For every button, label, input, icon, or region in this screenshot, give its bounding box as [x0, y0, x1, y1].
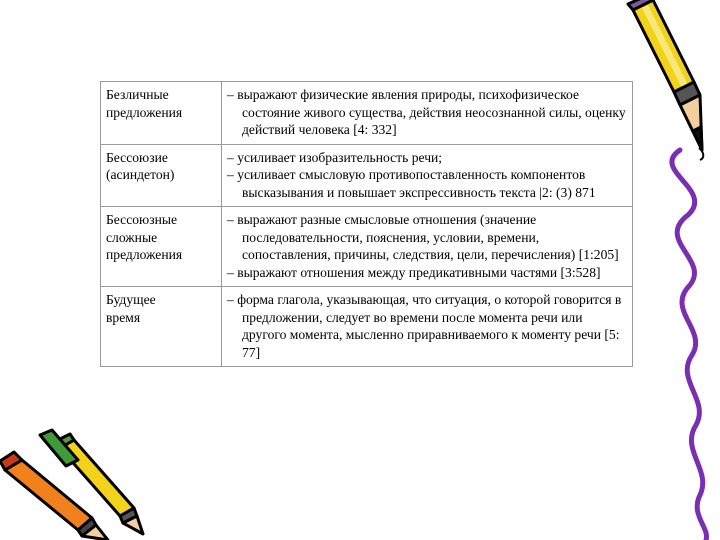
term-text: предложения	[106, 247, 183, 262]
table-row	[101, 144, 633, 207]
term-cell	[101, 82, 222, 145]
definition-cell	[222, 207, 633, 287]
definition-text: – усиливает изобразительность речи;	[227, 149, 443, 165]
term-cell	[101, 207, 222, 287]
definition-cell	[222, 144, 633, 207]
definition-cell	[222, 287, 633, 367]
term-text: время	[106, 309, 141, 325]
definition-text: – выражают разные смысловые отношения (значение последовательности, пояснения, условии, времени, сопоставления, причины, следствия, цели, перечисления) [1:205]	[227, 212, 619, 262]
term-text: предложения	[106, 104, 183, 120]
definition-text: – выражают физические явления природы, психофизическое состояние живого существа, действия неосознанной силы, оценку действий человека [4: 332]	[227, 87, 626, 137]
term-cell	[101, 287, 222, 367]
table-row	[101, 207, 633, 287]
table-row	[101, 287, 633, 367]
term-text: Бессоюзие	[106, 149, 168, 165]
definition-cell	[222, 82, 633, 145]
term-text: Бессоюзные	[106, 212, 178, 227]
definition-text: – усиливает смысловую противопоставленность компонентов высказывания и повышает экспрессивность текста |2: (3) 871	[227, 167, 596, 200]
pencils-bottom-left-icon	[0, 430, 145, 540]
term-text: Будущее	[106, 292, 156, 307]
term-cell	[101, 144, 222, 207]
definition-text: – выражают отношения между предикативными частями [3:528]	[227, 264, 601, 280]
term-text: Безличные	[106, 87, 169, 102]
term-text: (асиндетон)	[106, 167, 175, 182]
table-row	[101, 82, 633, 145]
term-text: сложные	[106, 229, 158, 245]
glossary-table	[100, 81, 633, 367]
squiggle-line-icon	[640, 150, 720, 540]
definition-text: – форма глагола, указывающая, что ситуация, о которой говорится в предложении, следует во времени после момента речи или другого момента, мысленно приравниваемого к моменту речи [5: 77]	[227, 292, 622, 360]
